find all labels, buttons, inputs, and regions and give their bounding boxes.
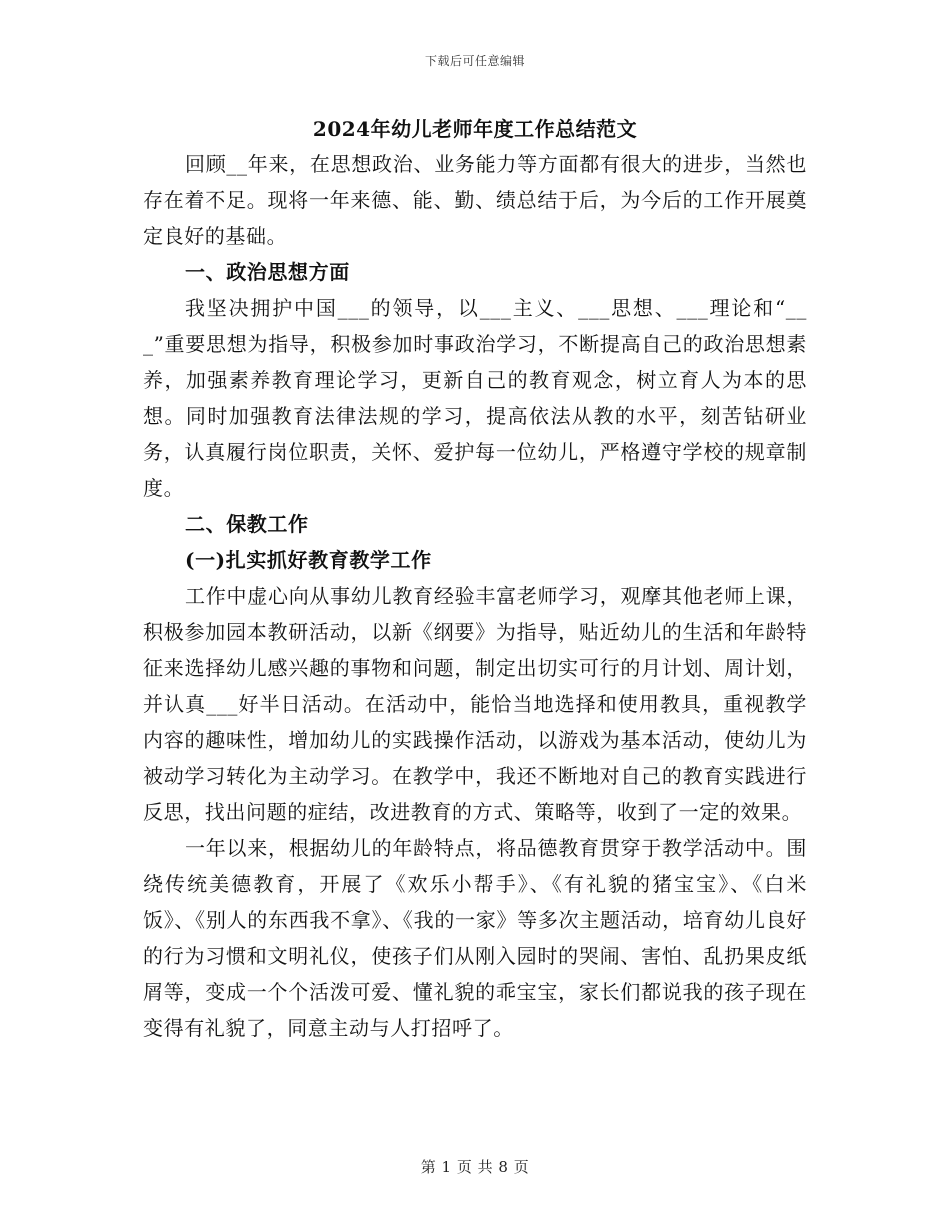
- subsection-heading-teaching: (一)扎实抓好教育教学工作: [185, 548, 432, 572]
- document-title: 2024年幼儿老师年度工作总结范文: [312, 117, 638, 141]
- paragraph-moral-education: 一年以来，根据幼儿的年龄特点，将品德教育贯穿于教学活动中。围绕传统美德教育，开展了《欢乐小帮手》、《有礼貌的猪宝宝》、《白米饭》、《别人的东西我不拿》、《我的一家》等多次主题活动，培育幼儿良好的行为习惯和文明礼仪，使孩子们从刚入园时的哭闹、害怕、乱扔果皮纸屑等，变成一个个活泼可爱、懂礼貌的乖宝宝，家长们都说我的孩子现在变得有礼貌了，同意主动与人打招呼了。: [143, 836, 807, 1040]
- page-footer: 第 1 页 共 8 页: [420, 1158, 530, 1176]
- paragraph-politics: 我坚决拥护中国___的领导，以___主义、___思想、___理论和“___”重要思想为指导，积极参加时事政治学习，不断提高自己的政治思想素养，加强素养教育理论学习，更新自己的教育观念，树立育人为本的思想。同时加强教育法律法规的学习，提高依法从教的水平，刻苦钻研业务，认真履行岗位职责，关怀、爱护每一位幼儿，严格遵守学校的规章制度。: [143, 296, 807, 500]
- section-heading-politics: 一、政治思想方面: [185, 260, 350, 284]
- paragraph-intro: 回顾__年来，在思想政治、业务能力等方面都有很大的进步，当然也存在着不足。现将一年来德、能、勤、绩总结于后，为今后的工作开展奠定良好的基础。: [143, 152, 807, 248]
- document-body: [143, 112, 807, 1046]
- paragraph-teaching: 工作中虚心向从事幼儿教育经验丰富老师学习，观摩其他老师上课，积极参加园本教研活动，以新《纲要》为指导，贴近幼儿的生活和年龄特征来选择幼儿感兴趣的事物和问题，制定出切实可行的月计划、周计划，并认真___好半日活动。在活动中，能恰当地选择和使用教具，重视教学内容的趣味性，增加幼儿的实践操作活动，以游戏为基本活动，使幼儿为被动学习转化为主动学习。在教学中，我还不断地对自己的教育实践进行反思，找出问题的症结，改进教育的方式、策略等，收到了一定的效果。: [143, 584, 807, 824]
- page-header: 下载后可任意编辑: [424, 54, 525, 68]
- section-heading-teaching: 二、保教工作: [185, 512, 309, 536]
